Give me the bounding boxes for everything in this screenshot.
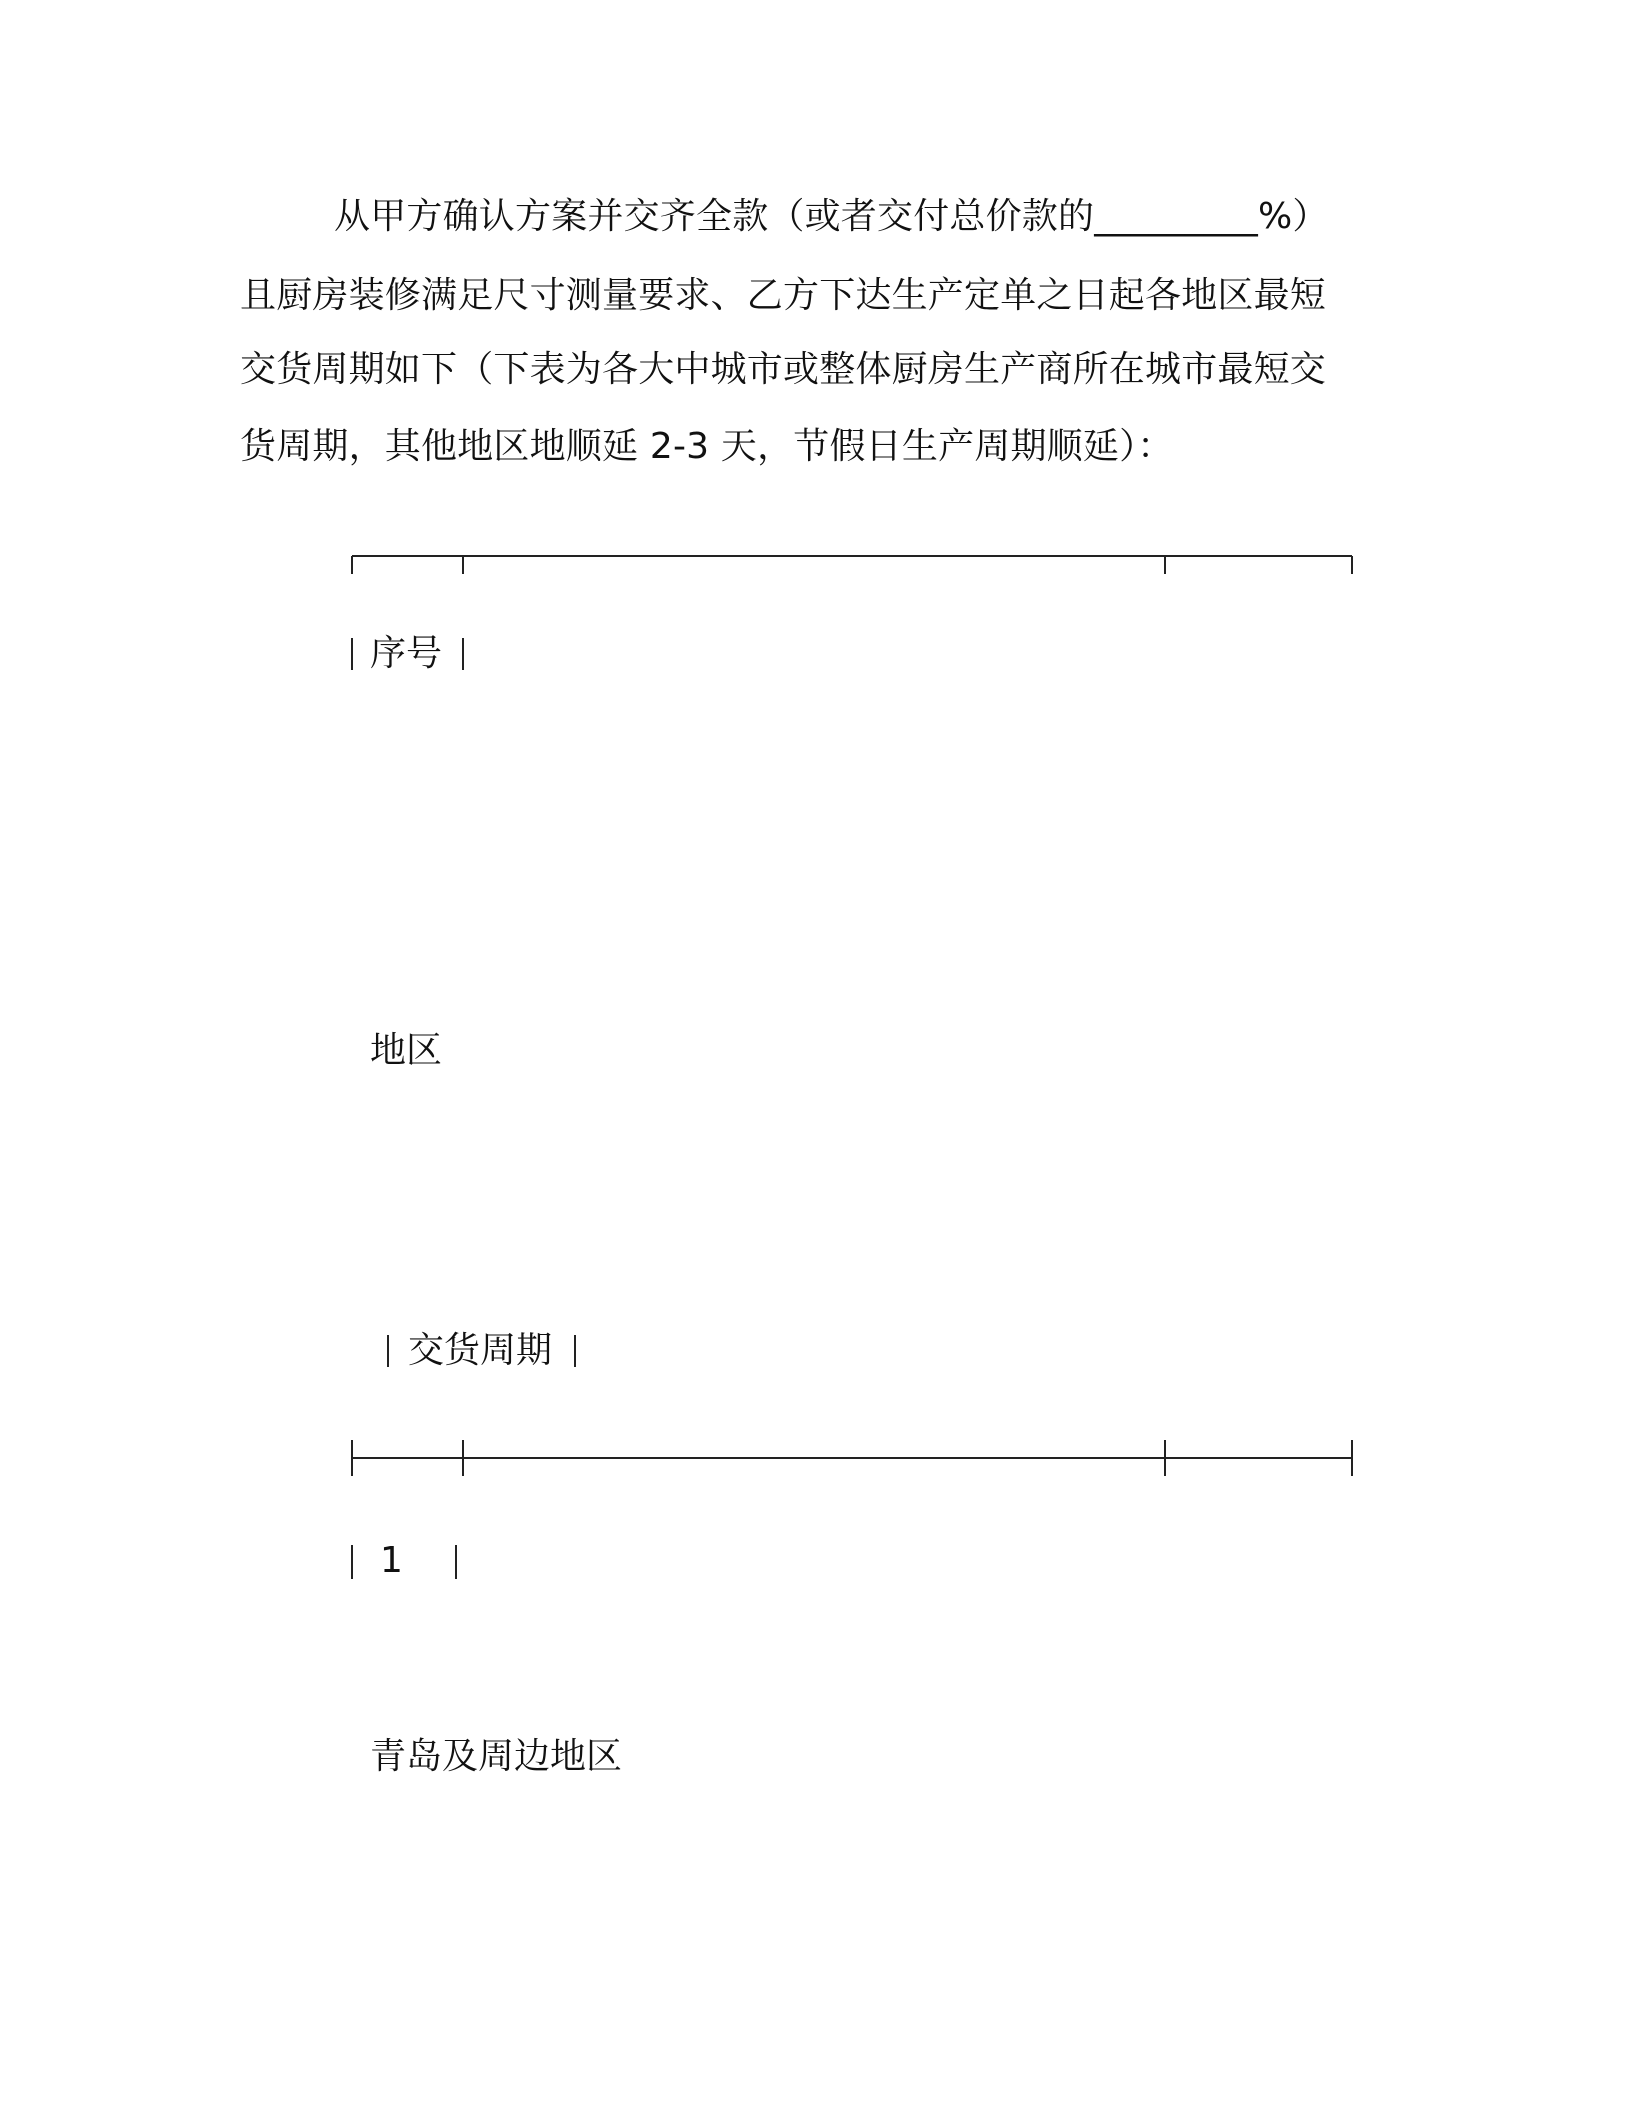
paragraph-line-3: 交货周期如下（下表为各大中城市或整体厨房生产商所在城市最短交 bbox=[240, 349, 1327, 390]
paragraph-line-2: 且厨房装修满足尺寸测量要求、乙方下达生产定单之日起各地区最短 bbox=[240, 275, 1327, 316]
header-index: 序号 bbox=[370, 633, 443, 674]
header-region: 地区 bbox=[370, 1030, 443, 1071]
paragraph-line-1: 从甲方确认方案并交齐全款（或者交付总价款的_________%） bbox=[334, 196, 1329, 237]
row-index: 1 bbox=[380, 1540, 403, 1581]
paragraph-line-4: 货周期，其他地区地顺延 2-3 天，节假日生产周期顺延）： bbox=[240, 426, 1174, 467]
header-delivery-period: 交货周期 bbox=[408, 1330, 553, 1371]
row-region: 青岛及周边地区 bbox=[370, 1736, 623, 1777]
